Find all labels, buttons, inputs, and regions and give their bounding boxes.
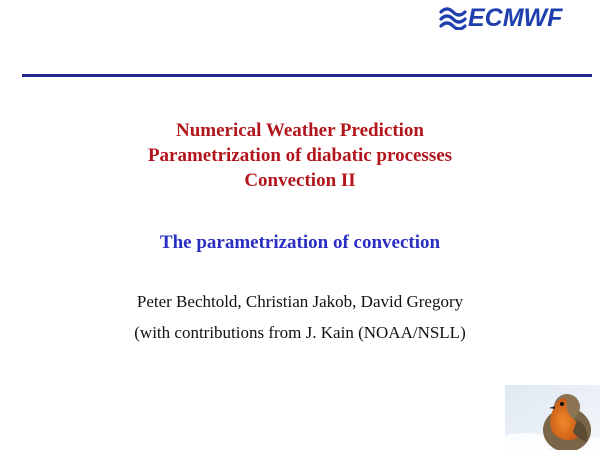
logo-text: ECMWF [468,4,563,30]
slide-title [0,118,600,193]
logo-wave-icon [441,9,465,29]
title-line-1: Numerical Weather Prediction [175,120,424,141]
ecmwf-logo [437,2,597,30]
authors-line: Peter Bechtold, Christian Jakob, David Gregory [136,292,464,311]
title-line-3: Convection II [244,170,356,191]
slide-subtitle: The parametrization of convection [159,232,441,253]
title-line-2: Parametrization of diabatic processes [147,145,453,166]
contributions-line: (with contributions from J. Kain (NOAA/NSLL) [134,323,466,342]
header-divider [22,74,592,77]
robin-bird-image [505,385,600,450]
